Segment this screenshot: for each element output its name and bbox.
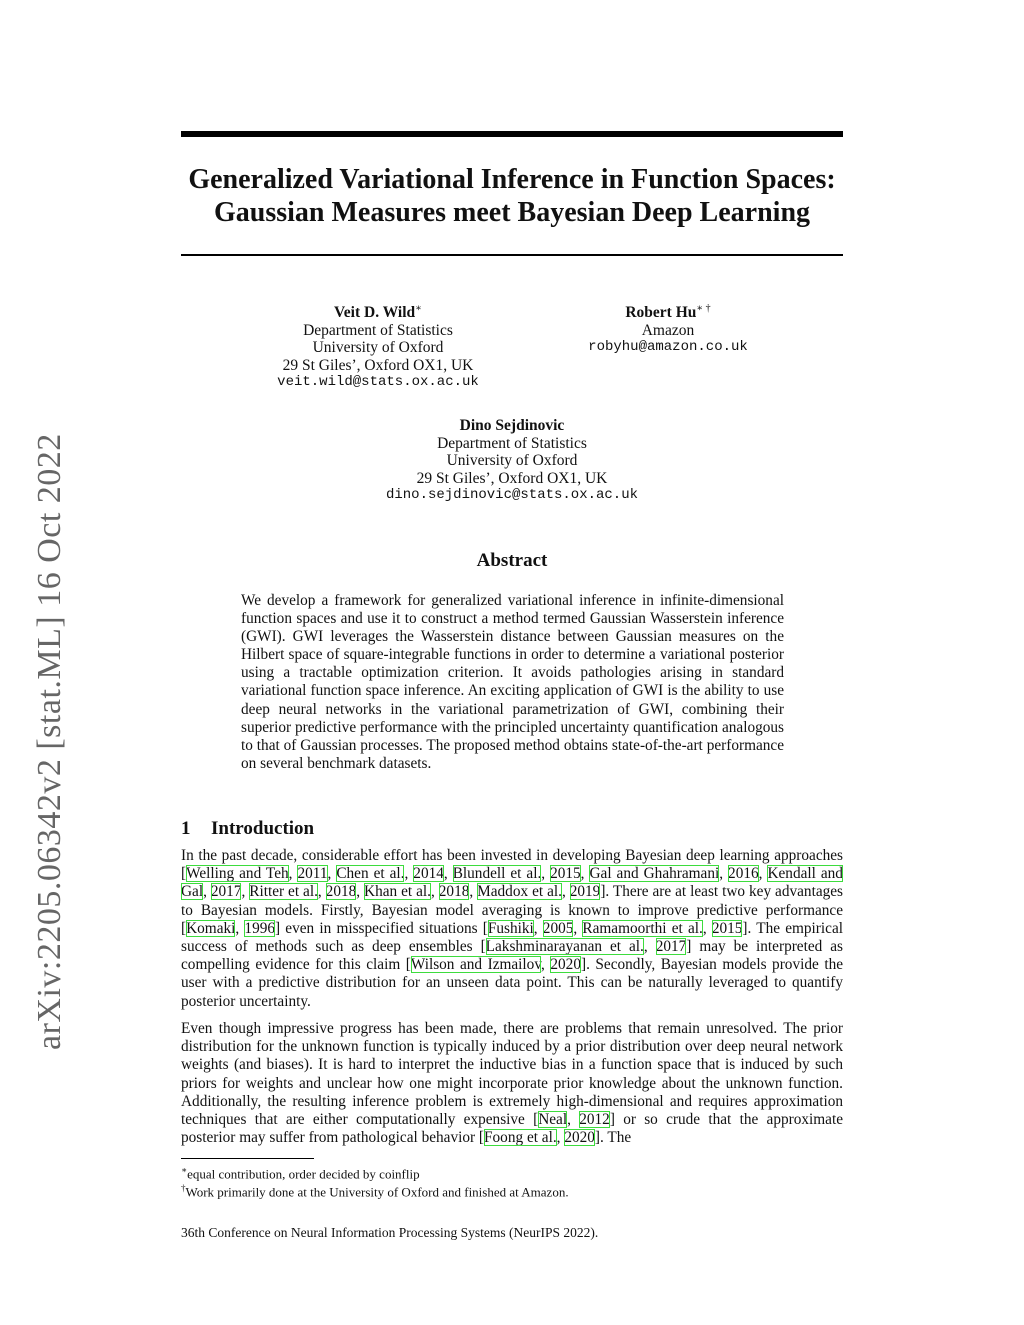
citation-link[interactable]: Lakshminarayanan et al. [485,938,644,956]
author-affiliation: Department of Statistics [303,321,453,339]
citation-link[interactable]: Maddox et al. [477,883,562,901]
paragraph-text: , [327,865,337,883]
paragraph-text: , [719,865,729,883]
author-mark: ∗ † [696,303,711,314]
paragraph-text: , [430,883,439,901]
citation-link[interactable]: Blundell et al. [452,865,542,883]
author-block-3 [362,417,662,505]
citation-link[interactable]: Kendall and Gal [181,865,843,901]
citation-link[interactable]: Wilson and Izmailov [410,956,541,974]
paragraph-text: ] may be interpreted as compelling evidence for this claim [ [181,938,843,974]
citation-link[interactable]: Komaki [186,919,236,937]
paragraph-text: , [702,919,712,937]
author-name: Veit D. Wild [334,304,416,322]
paragraph-text: , [533,919,543,937]
footnote-2 [181,1180,569,1200]
citation-link[interactable]: 1996 [244,919,276,937]
footnote-mark: † [181,1183,186,1193]
arxiv-stamp: arXiv:2205.06342v2 [stat.ML] 16 Oct 2022 [31,433,68,1050]
author-affiliation: Department of Statistics [437,434,587,452]
paragraph-text: , [758,865,768,883]
citation-link[interactable]: 2018 [325,883,357,901]
paragraph-text: ]. Secondly, Bayesian models provide the user with a predictive distribution for an unseen data point. This can be naturally leveraged to quantify posterior uncertainty. [181,956,844,1010]
author-name: Dino Sejdinovic [459,417,565,434]
paragraph-text: , [288,865,298,883]
paragraph-text: , [561,883,570,901]
paragraph-text: , [404,865,414,883]
citation-link[interactable]: 2020 [550,956,581,974]
paragraph-text: , [556,1129,565,1147]
citation-link[interactable]: Ritter et al. [249,883,318,901]
author-affiliation: University of Oxford [312,339,444,357]
author-email[interactable]: robyhu@amazon.co.uk [588,339,748,356]
citation-link[interactable]: 2020 [564,1129,595,1147]
paragraph-text: ] or so crude that the approximate posterior may suffer from pathological behavior [ [181,1111,843,1147]
paragraph-text: , [541,865,551,883]
citation-link[interactable]: Neal [538,1111,568,1129]
citation-link[interactable]: Gal and Ghahramani [589,865,720,883]
footnote-text: Work primarily done at the University of Oxford and finished at Amazon. [185,1184,569,1200]
citation-link[interactable]: 2015 [550,865,581,883]
paragraph-text: , [203,883,211,901]
paragraph-text: , [235,919,245,937]
author-mark: ∗ [415,303,422,314]
paragraph-text: , [241,883,250,901]
author-affiliation: University of Oxford [446,452,578,469]
paragraph-text: , [541,956,551,974]
title-rule-bottom [181,254,843,256]
paragraph-text: , [469,883,478,901]
paragraph-text: ]. There are at least two key advantages to Bayesian models. Firstly, Bayesian model averaging is known to improve predictive performance [ [181,883,843,937]
paragraph-text: , [643,938,656,956]
abstract-text: We develop a framework for generalized variational inference in infinite-dimensional function spaces and use it to construct a method termed Gaussian Wasserstein inference (GWI). GWI leverages the Wasserstein distance between Gaussian measures on the Hilbert space of square-integrable functions in order to determine a variational posterior using a tractable optimization criterion. It avoids pathologies arising in standard variational function space inference. An exciting application of GWI is the ability to use deep neural networks in the variational parametrization of GWI, combining their superior predictive performance with the principled uncertainty quantification analogous to that of Gaussian processes. The proposed method obtains state-of-the-art performance on several benchmark datasets. [241,592,784,772]
citation-link[interactable]: 2018 [438,883,470,901]
author-block-2 [548,300,788,357]
section-number: 1 [181,818,191,839]
footnote-text: equal contribution, order decided by coinflip [187,1166,420,1182]
paragraph-text: ] even in misspecified situations [ [275,919,488,937]
paper-title [181,163,843,229]
citation-link[interactable]: Ramamoorthi et al. [582,919,703,937]
citation-link[interactable]: 2012 [579,1111,610,1129]
paragraph-text: ]. The [594,1129,632,1147]
paragraph-text: , [317,883,326,901]
citation-link[interactable]: Foong et al. [484,1129,557,1147]
author-block-1 [258,300,498,392]
abstract-heading: Abstract [476,550,548,571]
citation-link[interactable]: 2015 [711,919,743,937]
title-rule-top [181,131,843,137]
paragraph-text: , [573,919,583,937]
title-line-1: Generalized Variational Inference in Function Spaces: [188,164,836,195]
section-heading [181,818,314,840]
author-email[interactable]: dino.sejdinovic@stats.ox.ac.uk [385,487,639,503]
venue-footer: 36th Conference on Neural Information Processing Systems (NeurIPS 2022). [181,1225,599,1240]
paragraph-text: ]. The empirical success of methods such as deep ensembles [ [181,919,843,956]
footnote-mark: ∗ [181,1165,188,1175]
paragraph-text: Even though impressive progress has been made, there are problems that remain unresolved. The prior distribution for the unknown function is typically induced by a prior distribution over deep neural network weights (and biases). It is hard to interpret the inductive bias in a function space that is induced by such priors for weights and unclear how one might incorporate prior knowledge about the unknown function. Additionally, the resulting inference problem is extremely high-dimensional and requires approximation techniques that are either computationally expensive [ [181,1020,843,1129]
citation-link[interactable]: 2005 [542,919,574,937]
paragraph-text: In the past decade, considerable effort has been invested in developing Bayesian deep learning approaches [ [181,847,843,883]
footnote-rule [181,1158,314,1159]
paragraph-text: , [356,883,365,901]
author-address: 29 St Giles’, Oxford OX1, UK [416,469,608,487]
citation-link[interactable]: Fushiki [487,919,534,937]
citation-link[interactable]: Welling and Teh [186,865,289,883]
author-name: Robert Hu [625,304,697,322]
paragraph-text: , [567,1111,580,1129]
title-line-2: Gaussian Measures meet Bayesian Deep Learning [213,197,811,228]
intro-paragraph-2 [181,1020,843,1147]
intro-paragraph-1 [181,847,843,1011]
author-email[interactable]: veit.wild@stats.ox.ac.uk [277,374,479,391]
citation-link[interactable]: Khan et al. [364,883,431,901]
section-title: Introduction [211,818,315,839]
citation-link[interactable]: 2014 [413,865,444,883]
author-address: 29 St Giles’, Oxford OX1, UK [282,356,474,374]
citation-link[interactable]: 2017 [210,883,242,901]
citation-link[interactable]: Chen et al. [336,865,405,883]
citation-link[interactable]: 2019 [569,883,601,901]
author-affiliation: Amazon [641,321,695,339]
paragraph-text: , [580,865,590,883]
citation-link[interactable]: 2017 [655,938,687,956]
paragraph-text: , [443,865,453,883]
citation-link[interactable]: 2011 [297,865,328,883]
citation-link[interactable]: 2016 [728,865,759,883]
